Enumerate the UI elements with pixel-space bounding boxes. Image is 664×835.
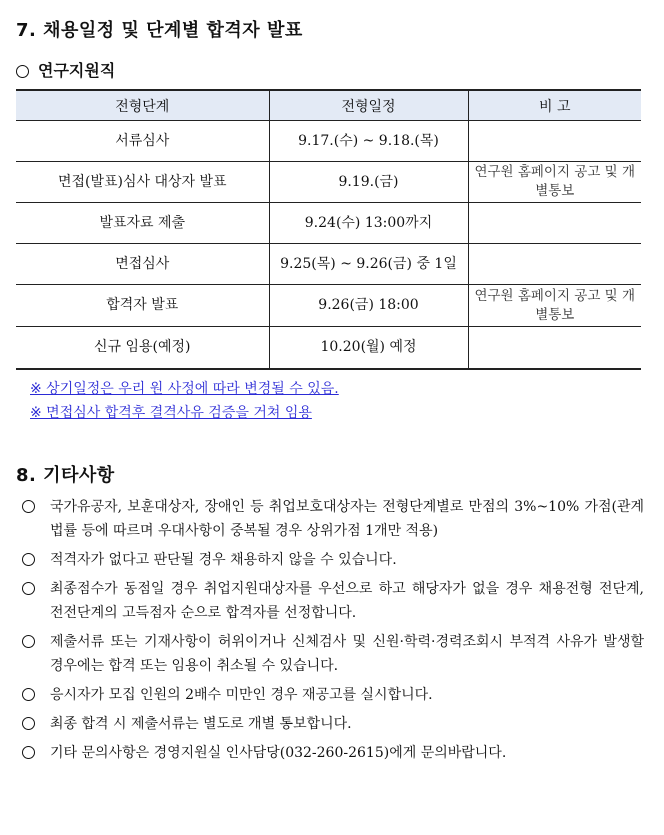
note-line: ※ 면접심사 합격후 결격사유 검증을 거쳐 임용: [30, 405, 312, 421]
note-cell: [468, 203, 641, 244]
stage-cell: 면접(발표)심사 대상자 발표: [16, 162, 269, 203]
date-cell: 9.25(목) ~ 9.26(금) 중 1일: [269, 244, 468, 285]
header-date: 전형일정: [269, 90, 468, 121]
stage-cell: 신규 임용(예정): [16, 327, 269, 369]
list-item: [22, 683, 644, 707]
section-7-title: 7. 채용일정 및 단계별 합격자 발표: [16, 20, 303, 41]
other-items-list: [22, 495, 644, 770]
date-cell: 10.20(월) 예정: [269, 327, 468, 369]
item-text: 적격자가 없다고 판단될 경우 채용하지 않을 수 있습니다.: [50, 552, 397, 568]
stage-cell: 발표자료 제출: [16, 203, 269, 244]
list-item: [22, 741, 644, 765]
list-item: [22, 548, 644, 572]
date-cell: 9.17.(수) ~ 9.18.(목): [269, 121, 468, 162]
table-row: [16, 327, 641, 369]
list-item: [22, 495, 644, 543]
list-item: [22, 712, 644, 736]
date-cell: 9.26(금) 18:00: [269, 285, 468, 327]
date-cell: 9.24(수) 13:00까지: [269, 203, 468, 244]
circle-bullet-icon: [22, 582, 35, 595]
circle-bullet-icon: [22, 688, 35, 701]
table-row: [16, 121, 641, 162]
subsection-title: [16, 58, 115, 81]
circle-bullet-icon: [22, 746, 35, 759]
note-cell: [468, 121, 641, 162]
date-cell: 9.19.(금): [269, 162, 468, 203]
stage-cell: 합격자 발표: [16, 285, 269, 327]
circle-bullet-icon: [22, 500, 35, 513]
item-text: 국가유공자, 보훈대상자, 장애인 등 취업보호대상자는 전형단계별로 만점의 3%~10% 가점(관계 법률 등에 따르며 우대사항이 중복될 경우 상위가점 1개만 적용): [50, 499, 644, 539]
item-text: 최종 합격 시 제출서류는 별도로 개별 통보합니다.: [50, 716, 352, 732]
list-item: [22, 577, 644, 625]
stage-cell: 서류심사: [16, 121, 269, 162]
header-note: 비 고: [468, 90, 641, 121]
item-text: 최종점수가 동점일 경우 취업지원대상자를 우선으로 하고 해당자가 없을 경우 채용전형 전단계, 전전단계의 고득점자 순으로 합격자를 선정합니다.: [50, 581, 644, 621]
circle-bullet-icon: [22, 717, 35, 730]
item-text: 기타 문의사항은 경영지원실 인사담당(032-260-2615)에게 문의바랍니다.: [50, 745, 507, 761]
circle-bullet-icon: [16, 65, 29, 78]
circle-bullet-icon: [22, 553, 35, 566]
note-cell: 연구원 홈페이지 공고 및 개별통보: [468, 162, 641, 203]
note-cell: 연구원 홈페이지 공고 및 개별통보: [468, 285, 641, 327]
schedule-table: [16, 89, 641, 370]
list-item: [22, 630, 644, 678]
header-stage: 전형단계: [16, 90, 269, 121]
note-line: ※ 상기일정은 우리 원 사정에 따라 변경될 수 있음.: [30, 381, 339, 397]
table-header-row: [16, 90, 641, 121]
section-8-title: 8. 기타사항: [16, 465, 115, 486]
item-text: 제출서류 또는 기재사항이 허위이거나 신체검사 및 신원·학력·경력조회시 부적격 사유가 발생할 경우에는 합격 또는 임용이 취소될 수 있습니다.: [50, 634, 644, 674]
stage-cell: 면접심사: [16, 244, 269, 285]
table-row: [16, 162, 641, 203]
table-row: [16, 285, 641, 327]
note-cell: [468, 327, 641, 369]
subsection-label: 연구지원직: [38, 61, 116, 80]
table-row: [16, 203, 641, 244]
item-text: 응시자가 모집 인원의 2배수 미만인 경우 재공고를 실시합니다.: [50, 687, 433, 703]
circle-bullet-icon: [22, 635, 35, 648]
table-row: [16, 244, 641, 285]
schedule-notes: [30, 378, 339, 426]
note-cell: [468, 244, 641, 285]
